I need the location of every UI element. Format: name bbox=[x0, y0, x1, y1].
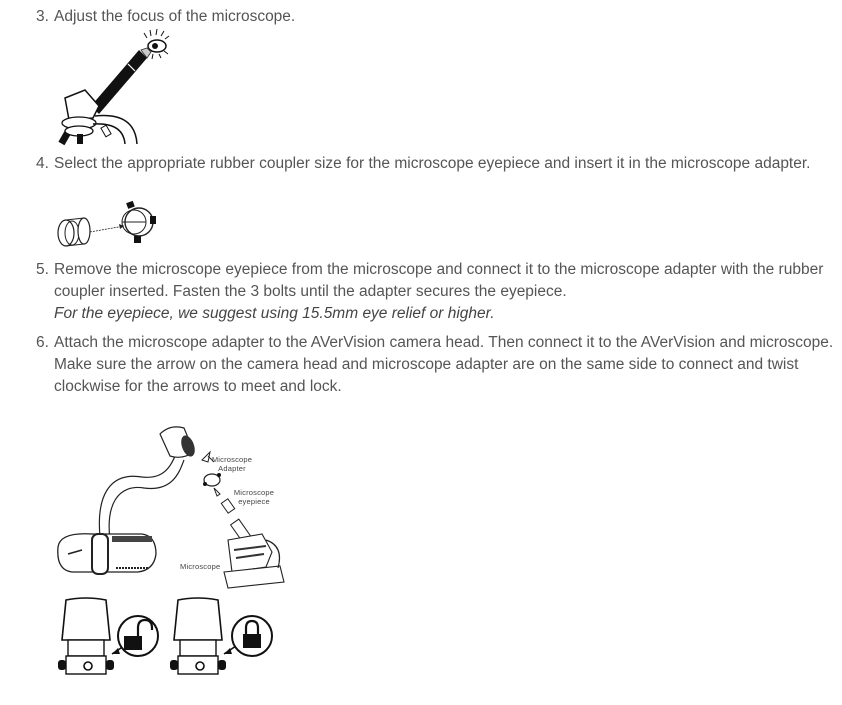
step-5 bbox=[36, 259, 836, 325]
lock-icon bbox=[232, 616, 272, 656]
step-number: 6. bbox=[36, 334, 49, 351]
step-number: 4. bbox=[36, 155, 49, 172]
eyepiece-note: For the eyepiece, we suggest using 15.5mm eye relief or higher. bbox=[54, 305, 495, 322]
step-3 bbox=[36, 6, 836, 28]
microscope-focus-illustration bbox=[55, 28, 175, 146]
step-number: 5. bbox=[36, 261, 49, 278]
step-6 bbox=[36, 332, 836, 398]
step-text: Select the appropriate rubber coupler size for the microscope eyepiece and insert it in the microscope adapter. bbox=[54, 155, 811, 172]
label-microscope: Microscope bbox=[180, 562, 221, 571]
assembly-diagram bbox=[52, 422, 292, 592]
lock-unlock-illustration bbox=[54, 596, 284, 680]
step-number: 3. bbox=[36, 8, 49, 25]
step-text: Attach the microscope adapter to the AVerVision camera head. Then connect it to the AVerVision and microscope. bbox=[54, 334, 834, 351]
label-microscope-adapter: Microscope Adapter bbox=[211, 455, 253, 473]
step-text: Remove the microscope eyepiece from the microscope and connect it to the microscope adapter with the rubber coupler inserted. Fasten the 3 bolts until the adapter secures the eyepiece. bbox=[54, 261, 824, 300]
unlock-icon bbox=[118, 616, 158, 656]
step-text: Adjust the focus of the microscope. bbox=[54, 8, 296, 25]
step-text-detail: Make sure the arrow on the camera head and microscope adapter are on the same side to connect and twist clockwise for the arrows to meet and lock. bbox=[54, 356, 799, 395]
label-microscope-eyepiece: Microscope eyepiece bbox=[233, 488, 275, 506]
rubber-coupler-illustration bbox=[54, 198, 159, 250]
step-4 bbox=[36, 153, 836, 175]
